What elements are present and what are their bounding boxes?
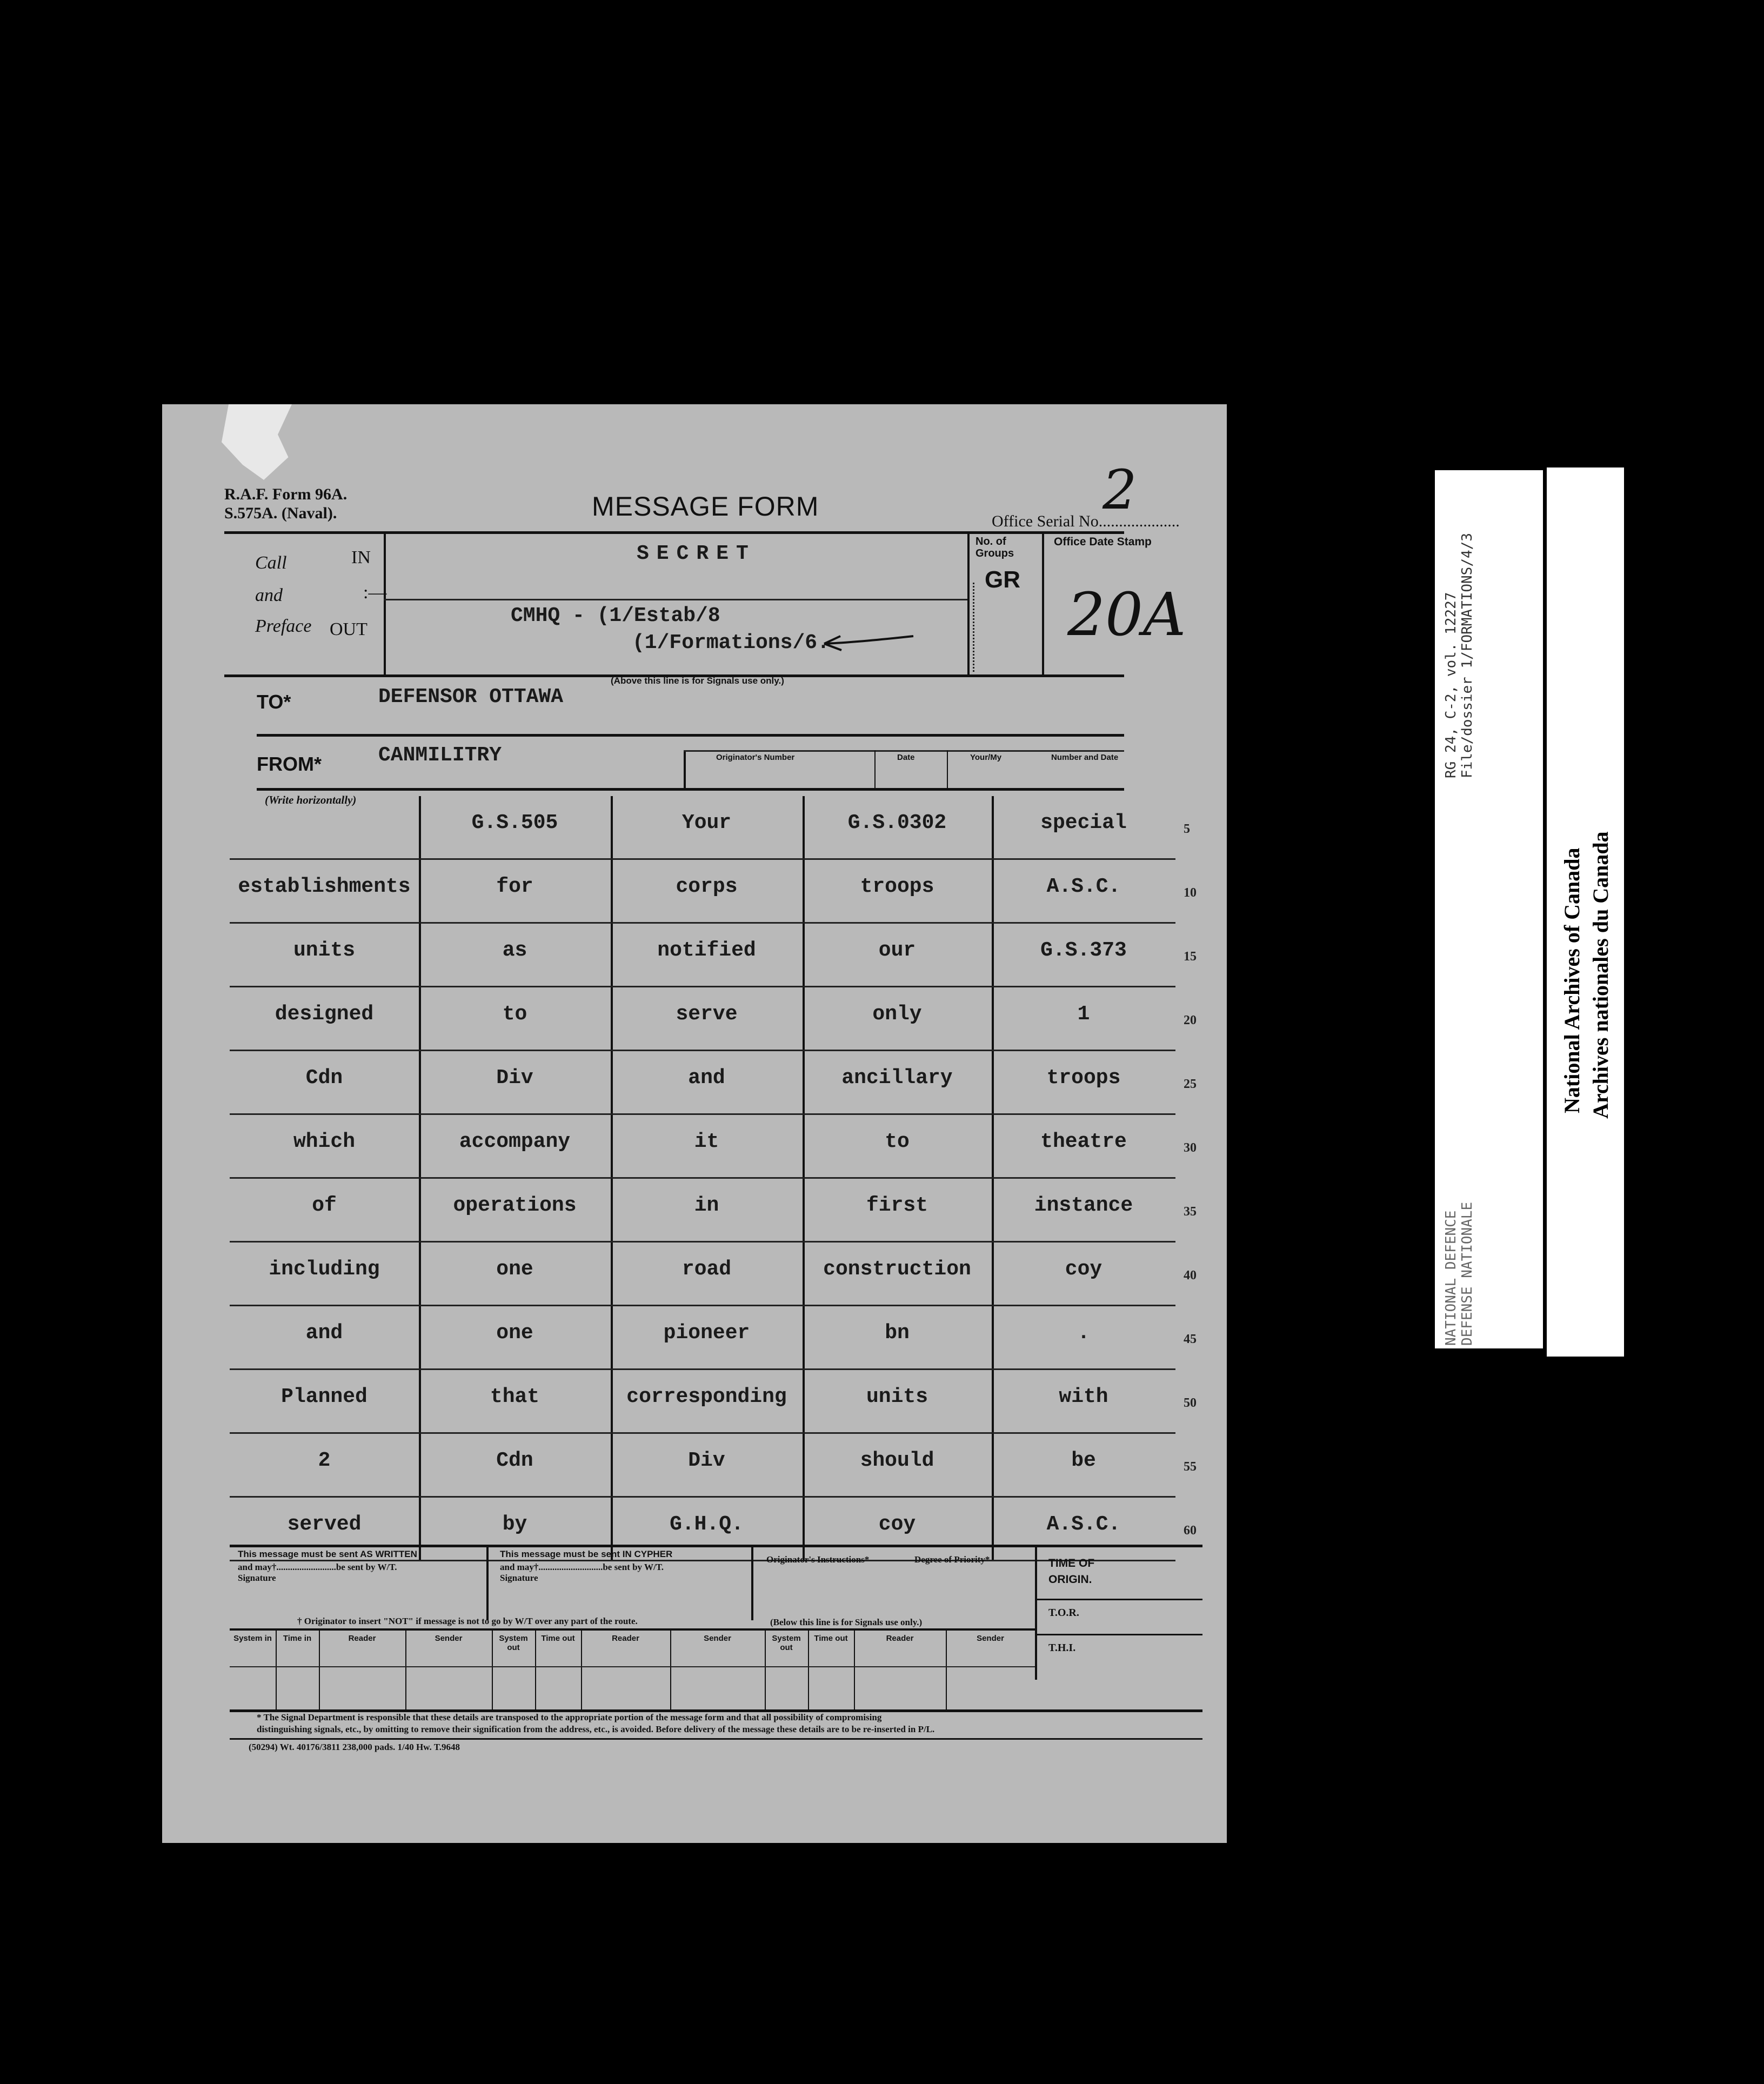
- office-date-handwritten: 20A: [1067, 580, 1186, 649]
- message-word: units: [293, 939, 356, 962]
- originator-instructions-label: Originator's Instructions*: [766, 1554, 870, 1565]
- message-word: special: [1040, 811, 1127, 834]
- word-count-marker: 40: [1184, 1268, 1197, 1283]
- grid-row-rule: [230, 1241, 1175, 1243]
- footnote-line-2: distinguishing signals, etc., by omitting to remove their signification from the address, etc., is avoided. Before delivery of the message these details are to be re-inserted in P/L.: [257, 1724, 935, 1734]
- message-word: served: [287, 1513, 362, 1536]
- grid-row-rule: [230, 986, 1175, 987]
- message-word: pioneer: [663, 1321, 750, 1345]
- archive-reference-line-2: File/dossier 1/FORMATIONS/4/3: [1459, 533, 1475, 778]
- message-word: G.S.373: [1040, 939, 1127, 962]
- signal-column-header: Sender: [977, 1634, 1004, 1643]
- handwritten-arrow: [819, 629, 916, 656]
- header-top-rule: [224, 531, 1124, 534]
- office-serial-label: Office Serial No....................: [992, 512, 1180, 530]
- message-form-sheet: [162, 404, 1227, 1843]
- message-word: A.S.C.: [1046, 875, 1121, 898]
- message-word: to: [502, 1003, 527, 1026]
- message-word: which: [293, 1130, 356, 1153]
- signal-column-header: System out: [772, 1634, 801, 1652]
- message-word: Planned: [281, 1385, 368, 1408]
- message-word: units: [866, 1385, 928, 1408]
- from-label: FROM*: [257, 753, 322, 775]
- message-word: instance: [1034, 1194, 1133, 1217]
- message-word: for: [496, 875, 533, 898]
- message-word: construction: [823, 1258, 971, 1281]
- signal-column-rule: [808, 1628, 809, 1709]
- message-word: A.S.C.: [1046, 1513, 1121, 1536]
- signal-table-top: [230, 1628, 1035, 1631]
- grid-row-rule: [230, 1368, 1175, 1370]
- message-word: including: [269, 1258, 380, 1281]
- originator-top-rule: [684, 750, 1124, 752]
- word-count-marker: 35: [1184, 1205, 1197, 1219]
- preface-label: Preface: [255, 616, 312, 636]
- archives-name-english: National Archives of Canada: [1560, 847, 1584, 1113]
- from-value: CANMILITRY: [378, 744, 502, 767]
- word-count-marker: 5: [1184, 822, 1190, 836]
- grid-row-rule: [230, 922, 1175, 924]
- message-word: only: [872, 1003, 922, 1026]
- origin-rule: [1035, 1599, 1202, 1600]
- grid-row-rule: [230, 1177, 1175, 1179]
- signal-header-rule: [230, 1666, 1035, 1667]
- message-word: corresponding: [626, 1385, 787, 1408]
- torn-corner: [222, 404, 292, 480]
- word-count-marker: 50: [1184, 1396, 1197, 1410]
- prefix-line-2: (1/Formations/6.: [632, 631, 830, 654]
- message-word: Your: [681, 811, 732, 834]
- message-word: corps: [676, 875, 738, 898]
- yourmy-left-rule: [947, 750, 948, 788]
- signal-column-header: Reader: [886, 1634, 914, 1643]
- grid-row-rule: [230, 1496, 1175, 1498]
- colon-dash: :—: [363, 583, 387, 603]
- degree-priority-label: Degree of Priority*: [914, 1554, 990, 1565]
- signal-column-header: Reader: [348, 1634, 376, 1643]
- message-word: serve: [676, 1003, 738, 1026]
- signals-use-note: (Above this line is for Signals use only.): [611, 676, 784, 686]
- time-of-origin-label: TIME OF ORIGIN.: [1048, 1557, 1095, 1586]
- message-word: troops: [1046, 1066, 1121, 1090]
- message-word: with: [1059, 1385, 1108, 1408]
- signal-column-header: Time out: [814, 1634, 848, 1643]
- department-line-1: NATIONAL DEFENCE: [1443, 1210, 1459, 1346]
- priority-right-rule: [1035, 1545, 1037, 1680]
- word-count-marker: 55: [1184, 1460, 1197, 1474]
- message-word: our: [878, 939, 916, 962]
- originator-number-label: Originator's Number: [716, 753, 795, 762]
- tor-rule: [1035, 1634, 1202, 1635]
- word-count-marker: 15: [1184, 950, 1197, 964]
- message-word: 1: [1077, 1003, 1090, 1026]
- message-word: Cdn: [496, 1449, 533, 1472]
- message-word: be: [1071, 1449, 1096, 1472]
- and-label: and: [255, 585, 283, 605]
- bottom-top-rule: [230, 1545, 1202, 1547]
- message-word: coy: [1065, 1258, 1102, 1281]
- message-word: and: [688, 1066, 725, 1090]
- signal-column-rule: [670, 1628, 671, 1709]
- grid-row-rule: [230, 1432, 1175, 1434]
- word-count-marker: 60: [1184, 1524, 1197, 1538]
- footnote-line-1: * The Signal Department is responsible that these details are transposed to the appropriate portion of the message form and that all possibility of compromising: [257, 1712, 882, 1722]
- originator-not-note: † Originator to insert "NOT" if message is not to go by W/T over any part of the route.: [297, 1616, 638, 1626]
- below-signals-note: (Below this line is for Signals use only.): [770, 1617, 923, 1627]
- grid-column-rule: [803, 796, 805, 1561]
- signal-column-header: Time in: [283, 1634, 312, 1643]
- grid-row-rule: [230, 1050, 1175, 1051]
- write-horizontally-note: (Write horizontally): [265, 793, 357, 806]
- message-word: Cdn: [305, 1066, 343, 1090]
- footnote-rule: [230, 1738, 1202, 1740]
- signal-column-rule: [492, 1628, 493, 1709]
- date-left-rule: [874, 750, 876, 788]
- message-word: first: [866, 1194, 928, 1217]
- word-count-marker: 20: [1184, 1013, 1197, 1027]
- word-count-marker: 30: [1184, 1141, 1197, 1155]
- message-word: of: [312, 1194, 337, 1217]
- written-box-line-2: and may†..........................be sent by W/T.: [238, 1562, 397, 1572]
- message-word: G.S.505: [471, 811, 558, 834]
- message-word: .: [1077, 1321, 1090, 1345]
- message-word: theatre: [1040, 1130, 1127, 1153]
- message-word: ancillary: [841, 1066, 953, 1090]
- date-label: Date: [897, 753, 915, 762]
- tor-label: T.O.R.: [1048, 1607, 1079, 1619]
- office-date-label: Office Date Stamp: [1054, 536, 1152, 548]
- in-label: IN: [351, 547, 371, 567]
- signal-column-rule: [854, 1628, 855, 1709]
- cypher-right-rule: [751, 1545, 753, 1620]
- groups-left-rule: [967, 531, 970, 674]
- your-my-label: Your/My: [970, 753, 1002, 762]
- message-word: coy: [878, 1513, 916, 1536]
- message-word: operations: [453, 1194, 577, 1217]
- prefix-divider: [384, 599, 967, 600]
- signal-column-rule: [276, 1628, 277, 1709]
- message-word: road: [681, 1258, 732, 1281]
- message-word: 2: [318, 1449, 331, 1472]
- grid-column-rule: [419, 796, 421, 1561]
- archive-reference-line-1: RG 24, C-2, vol. 12227: [1443, 592, 1459, 778]
- message-word: accompany: [459, 1130, 571, 1153]
- signal-column-header: Sender: [704, 1634, 731, 1643]
- groups-value: GR: [985, 566, 1020, 593]
- to-label: TO*: [257, 691, 291, 713]
- groups-dotted-left: [973, 583, 974, 672]
- message-word: and: [305, 1321, 343, 1345]
- cypher-box-line-2: and may†............................be sent by W/T.: [500, 1562, 664, 1572]
- message-word: as: [502, 939, 527, 962]
- message-word: notified: [657, 939, 756, 962]
- grid-column-rule: [992, 796, 994, 1561]
- form-id-naval: S.575A. (Naval).: [224, 504, 337, 522]
- message-word: Div: [496, 1066, 533, 1090]
- cypher-box-line-1: This message must be sent IN CYPHER: [500, 1549, 673, 1559]
- signal-column-header: Reader: [612, 1634, 639, 1643]
- grid-row-rule: [230, 1113, 1175, 1115]
- message-word: one: [496, 1258, 533, 1281]
- signal-column-header: Time out: [541, 1634, 575, 1643]
- signal-column-rule: [405, 1628, 406, 1709]
- signal-column-rule: [946, 1628, 947, 1709]
- message-word: by: [502, 1513, 527, 1536]
- from-rule: [257, 788, 1124, 791]
- printer-line: (50294) Wt. 40176/3811 238,000 pads. 1/40 Hw. T.9648: [249, 1742, 460, 1752]
- groups-label: No. of Groups: [975, 536, 1014, 559]
- message-word: G.H.Q.: [670, 1513, 744, 1536]
- message-word: bn: [885, 1321, 910, 1345]
- to-rule: [257, 734, 1124, 737]
- to-value: DEFENSOR OTTAWA: [378, 685, 564, 709]
- office-serial-handwritten: 2: [1102, 458, 1137, 522]
- form-title: MESSAGE FORM: [592, 491, 819, 522]
- message-word: in: [694, 1194, 719, 1217]
- message-word: establishments: [238, 875, 411, 898]
- signal-column-rule: [581, 1628, 582, 1709]
- word-count-marker: 10: [1184, 886, 1197, 900]
- word-count-marker: 25: [1184, 1077, 1197, 1091]
- cypher-box-signature: Signature: [500, 1573, 538, 1583]
- word-count-marker: 45: [1184, 1332, 1197, 1346]
- written-box-line-1: This message must be sent AS WRITTEN: [238, 1549, 417, 1559]
- originator-left-rule: [684, 750, 686, 788]
- number-date-label: Number and Date: [1051, 753, 1119, 762]
- grid-row-rule: [230, 858, 1175, 860]
- archives-name-french: Archives nationales du Canada: [1588, 831, 1613, 1119]
- grid-row-rule: [230, 1305, 1175, 1306]
- message-word: should: [860, 1449, 934, 1472]
- signal-column-header: System in: [233, 1634, 272, 1643]
- signal-column-header: System out: [499, 1634, 528, 1652]
- message-word: G.S.0302: [847, 811, 947, 834]
- security-classification: SECRET: [637, 542, 756, 565]
- message-word: one: [496, 1321, 533, 1345]
- grid-row-rule: [230, 1560, 1175, 1561]
- prefix-line-1: CMHQ - (1/Estab/8: [511, 604, 720, 627]
- signal-column-rule: [535, 1628, 536, 1709]
- grid-column-rule: [611, 796, 613, 1561]
- form-id-raf: R.A.F. Form 96A.: [224, 485, 348, 503]
- out-label: OUT: [330, 619, 368, 639]
- signal-column-rule: [765, 1628, 766, 1709]
- message-word: to: [885, 1130, 910, 1153]
- groups-right-rule: [1042, 531, 1044, 674]
- written-right-rule: [486, 1545, 489, 1620]
- message-word: designed: [275, 1003, 374, 1026]
- message-word: it: [694, 1130, 719, 1153]
- message-word: troops: [860, 875, 934, 898]
- department-line-2: DEFENSE NATIONALE: [1459, 1201, 1475, 1346]
- call-label: Call: [255, 553, 287, 573]
- signal-column-rule: [319, 1628, 320, 1709]
- written-box-signature: Signature: [238, 1573, 276, 1583]
- signal-column-header: Sender: [435, 1634, 463, 1643]
- message-word: that: [490, 1385, 540, 1408]
- thi-label: T.H.I.: [1048, 1642, 1076, 1654]
- message-word: Div: [688, 1449, 725, 1472]
